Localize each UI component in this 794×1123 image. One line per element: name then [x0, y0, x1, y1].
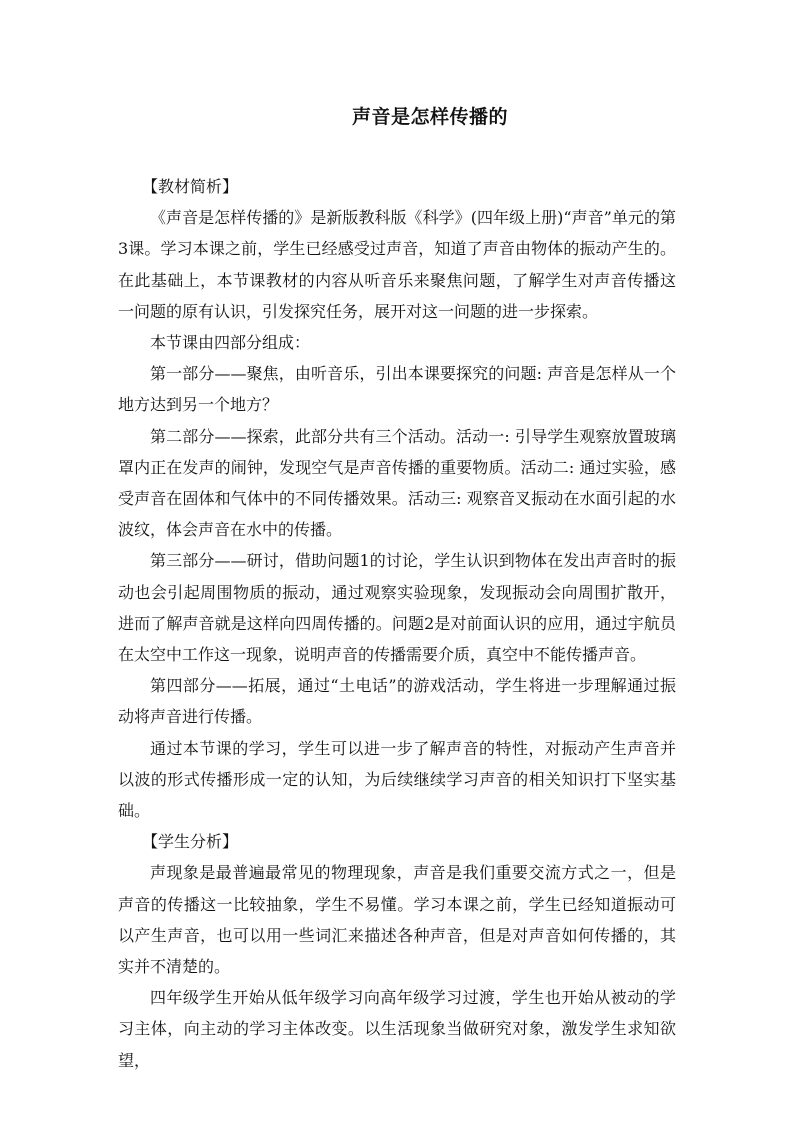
document-title: 声音是怎样传播的 [351, 106, 508, 128]
paragraph: 通过本节课的学习，学生可以进一步了解声音的特性，对振动产生声音并以波的形式传播形成一定的认知，为后续继续学习声音的相关知识打下坚实基础。 [118, 738, 676, 821]
paragraph: 第二部分——探索，此部分共有三个活动。活动一: 引导学生观察放置玻璃罩内正在发声的闹钟，发现空气是声音传播的重要物质。活动二: 通过实验，感受声音在固体和气体中的不同传播效果。活动三: 观察音叉振动在水面引起的水波纹，体会声音在水中的传播。 [118, 426, 676, 540]
section-heading-textbook-analysis: 【教材简析】 [142, 177, 239, 196]
paragraph: 第三部分——研讨，借助问题1的讨论，学生认识到物体在发出声音时的振动也会引起周围物质的振动，通过观察实验现象，发现振动会向周围扩散开，进而了解声音就是这样向四周传播的。问题2是对前面认识的应用，通过宇航员在太空中工作这一现象，说明声音的传播需要介质，真空中不能传播声音。 [118, 551, 676, 665]
paragraph: 四年级学生开始从低年级学习向高年级学习过渡，学生也开始从被动的学习主体，向主动的学习主体改变。以生活现象当做研究对象，激发学生求知欲望， [118, 988, 676, 1070]
section-heading-student-analysis: 【学生分析】 [142, 832, 239, 852]
paragraph: 声现象是最普遍最常见的物理现象，声音是我们重要交流方式之一，但是声音的传播这一比较抽象，学生不易懂。学习本课之前，学生已经知道振动可以产生声音，也可以用一些词汇来描述各种声音，但是对声音如何传播的，其实并不清楚的。 [118, 863, 676, 977]
paragraph: 第四部分——拓展，通过“土电话”的游戏活动，学生将进一步理解通过振动将声音进行传播。 [118, 676, 676, 727]
document-body [118, 171, 676, 1076]
paragraph: 本节课由四部分组成： [150, 333, 311, 353]
paragraph: 第一部分——聚焦，由听音乐，引出本课要探究的问题: 声音是怎样从一个地方达到另一个地方？ [118, 364, 676, 415]
paragraph: 《声音是怎样传播的》是新版教科版《科学》(四年级上册)“声音”单元的第3课。学习本课之前，学生已经感受过声音，知道了声音由物体的振动产生的。在此基础上，本节课教材的内容从听音乐来聚焦问题，了解学生对声音传播这一问题的原有认识，引发探究任务，展开对这一问题的进一步探索。 [118, 208, 676, 321]
